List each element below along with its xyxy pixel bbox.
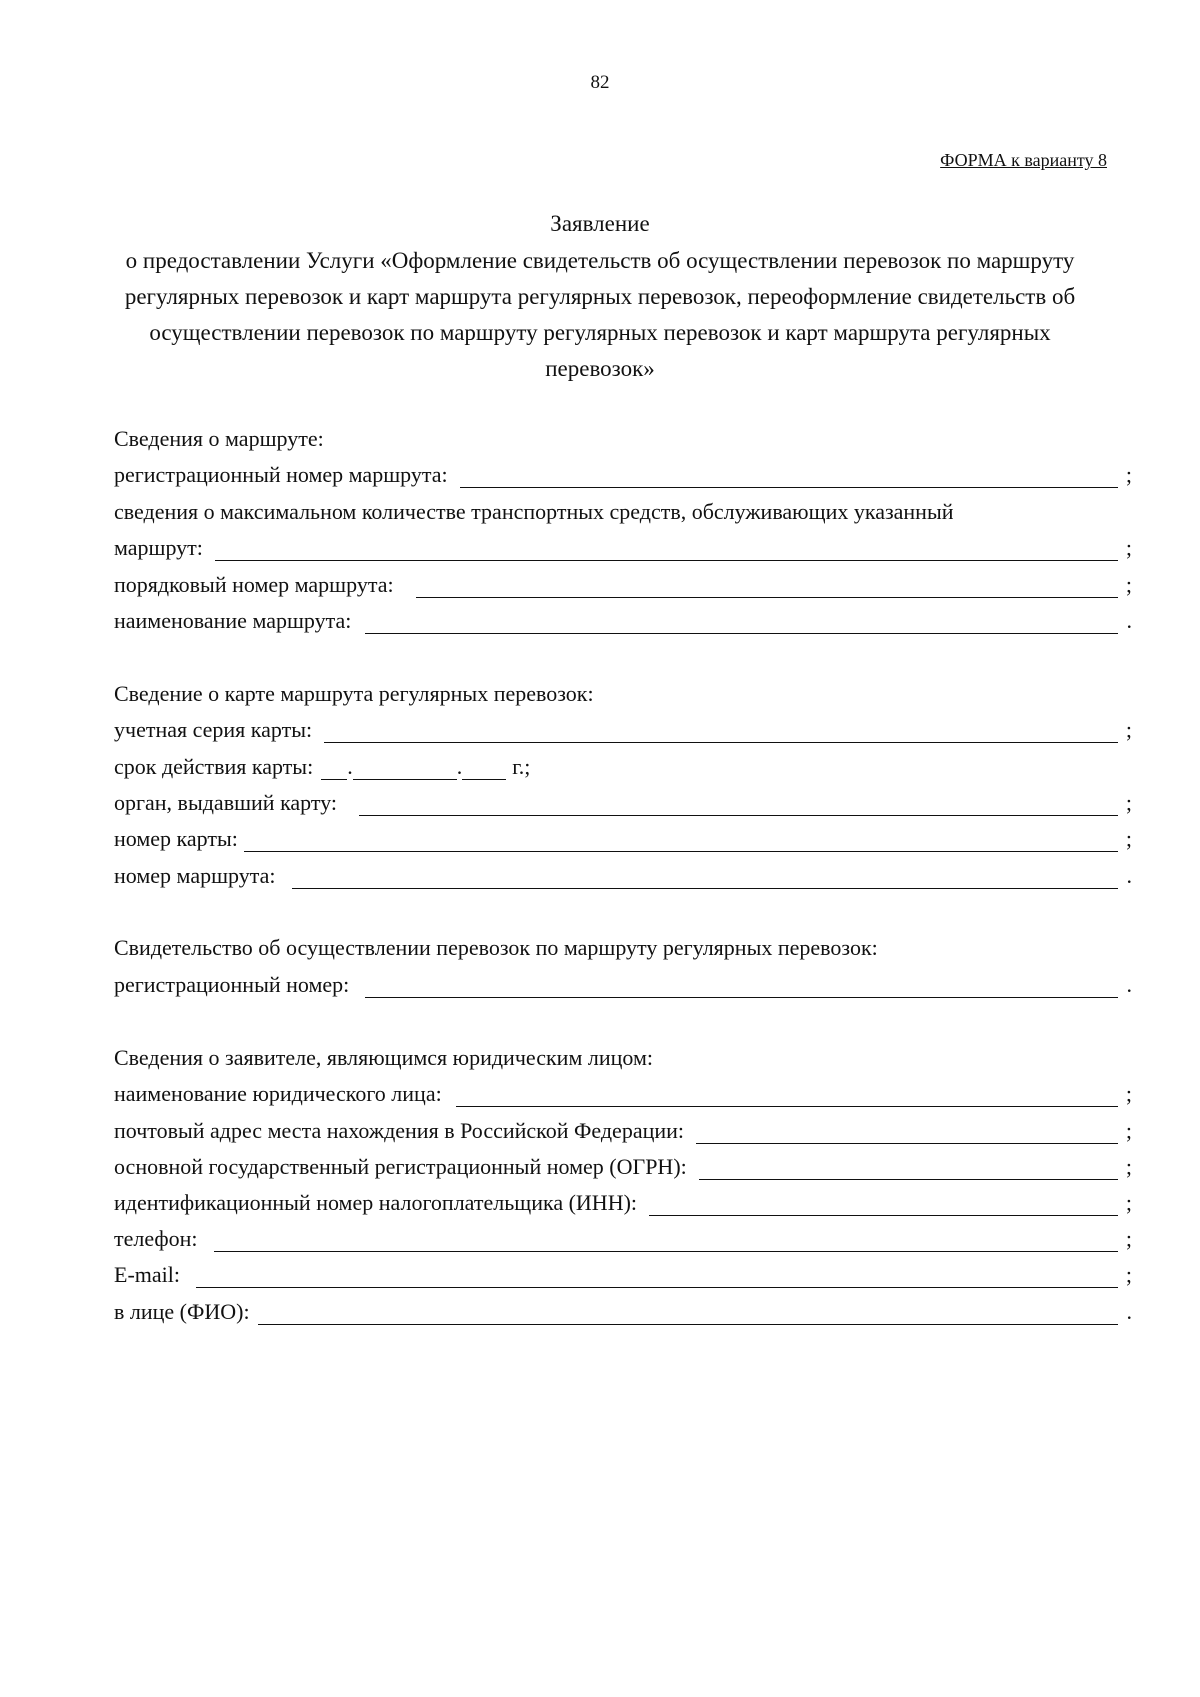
card-heading-text: Сведение о карте маршрута регулярных перевозок: [114, 681, 594, 706]
inn-field[interactable] [649, 1189, 1118, 1216]
subtitle-line: о предоставлении Услуги «Оформление свидетельств об осуществлении перевозок по маршруту [125, 248, 1075, 273]
validity-day-field[interactable] [321, 757, 347, 780]
certificate-reg-number-row [114, 964, 1132, 998]
subtitle-line: регулярных перевозок и карт маршрута регулярных перевозок, переоформление свидетельств об [124, 284, 1076, 309]
row-terminator: . [1126, 608, 1132, 633]
validity-month-field[interactable] [353, 757, 457, 780]
row-terminator: ; [1125, 1118, 1132, 1143]
validity-suffix: г.; [512, 754, 531, 779]
subtitle-line: осуществлении перевозок по маршруту регулярных перевозок и карт маршрута регулярных [149, 320, 1051, 345]
inn-label: идентификационный номер налогоплательщика (ИНН): [114, 1190, 638, 1215]
email-field[interactable] [196, 1261, 1118, 1288]
card-validity-label: срок действия карты: [114, 754, 314, 779]
route-serial-number-label: порядковый номер маршрута: [114, 572, 394, 597]
date-separator: . [347, 754, 353, 779]
phone-row [114, 1218, 1132, 1252]
certificate-heading-text: Свидетельство об осуществлении перевозок по маршруту регулярных перевозок: [114, 935, 878, 960]
document-title: Заявление [550, 211, 650, 236]
route-reg-number-row [114, 454, 1132, 488]
row-terminator: ; [1125, 535, 1132, 560]
address-field[interactable] [696, 1117, 1118, 1144]
card-section-heading [114, 673, 1132, 707]
legal-name-label: наименование юридического лица: [114, 1081, 442, 1106]
row-terminator: ; [1125, 1081, 1132, 1106]
date-separator: . [456, 754, 463, 779]
ogrn-field[interactable] [699, 1153, 1118, 1180]
card-validity-row [114, 746, 1132, 780]
person-field[interactable] [258, 1298, 1118, 1325]
applicant-section-heading [114, 1037, 1132, 1071]
document-subtitle [120, 243, 1080, 387]
max-vehicles-field[interactable] [215, 534, 1118, 561]
route-heading-text: Сведения о маршруте: [114, 426, 324, 451]
row-terminator: ; [1125, 1154, 1132, 1179]
card-number-field[interactable] [244, 825, 1118, 852]
subtitle-line: перевозок» [545, 356, 655, 381]
ogrn-label: основной государственный регистрационный номер (ОГРН): [114, 1154, 687, 1179]
person-row [114, 1291, 1132, 1325]
row-terminator: ; [1125, 717, 1132, 742]
max-vehicles-label-cont: маршрут: [114, 535, 203, 560]
row-terminator: ; [1125, 1226, 1132, 1251]
row-terminator: ; [1125, 826, 1132, 851]
row-terminator: ; [1125, 572, 1132, 597]
legal-name-field[interactable] [456, 1080, 1118, 1107]
route-name-row [114, 600, 1132, 634]
row-terminator: . [1126, 972, 1132, 997]
route-reg-number-label: регистрационный номер маршрута: [114, 462, 448, 487]
address-label: почтовый адрес места нахождения в Российской Федерации: [114, 1118, 685, 1143]
card-number-label: номер карты: [114, 826, 238, 851]
max-vehicles-label: сведения о максимальном количестве транспортных средств, обслуживающих указанный [114, 499, 954, 524]
card-series-label: учетная серия карты: [114, 717, 313, 742]
card-issuer-label: орган, выдавший карту: [114, 790, 338, 815]
route-name-field[interactable] [365, 607, 1118, 634]
card-series-field[interactable] [324, 716, 1118, 743]
max-vehicles-row-2 [114, 527, 1132, 561]
legal-name-row [114, 1073, 1132, 1107]
max-vehicles-row-1 [114, 491, 1132, 525]
route-name-label: наименование маршрута: [114, 608, 352, 633]
certificate-section-heading [114, 927, 1132, 961]
route-serial-number-field[interactable] [416, 571, 1118, 598]
route-reg-number-field[interactable] [460, 461, 1118, 488]
phone-label: телефон: [114, 1226, 198, 1251]
card-issuer-row [114, 782, 1132, 816]
certificate-reg-number-label: регистрационный номер: [114, 972, 350, 997]
email-label: E-mail: [114, 1262, 180, 1287]
validity-year-field[interactable] [462, 757, 506, 780]
inn-row [114, 1182, 1132, 1216]
card-issuer-field[interactable] [359, 789, 1118, 816]
person-label: в лице (ФИО): [114, 1299, 250, 1324]
email-row [114, 1254, 1132, 1288]
row-terminator: ; [1125, 462, 1132, 487]
route-serial-number-row [114, 564, 1132, 598]
page-number: 82 [590, 72, 610, 93]
row-terminator: ; [1125, 1262, 1132, 1287]
card-route-number-field[interactable] [292, 862, 1119, 889]
row-terminator: . [1126, 863, 1132, 888]
ogrn-row [114, 1146, 1132, 1180]
row-terminator: . [1126, 1299, 1132, 1324]
applicant-heading-text: Сведения о заявителе, являющимся юридическим лицом: [114, 1045, 653, 1070]
phone-field[interactable] [214, 1225, 1118, 1252]
route-section-heading [114, 418, 1132, 452]
address-row [114, 1110, 1132, 1144]
form-reference: ФОРМА к варианту 8 [940, 150, 1107, 170]
certificate-reg-number-field[interactable] [365, 971, 1118, 998]
card-series-row [114, 709, 1132, 743]
card-route-number-label: номер маршрута: [114, 863, 276, 888]
card-route-number-row [114, 855, 1132, 889]
row-terminator: ; [1125, 790, 1132, 815]
row-terminator: ; [1125, 1190, 1132, 1215]
card-number-row [114, 818, 1132, 852]
